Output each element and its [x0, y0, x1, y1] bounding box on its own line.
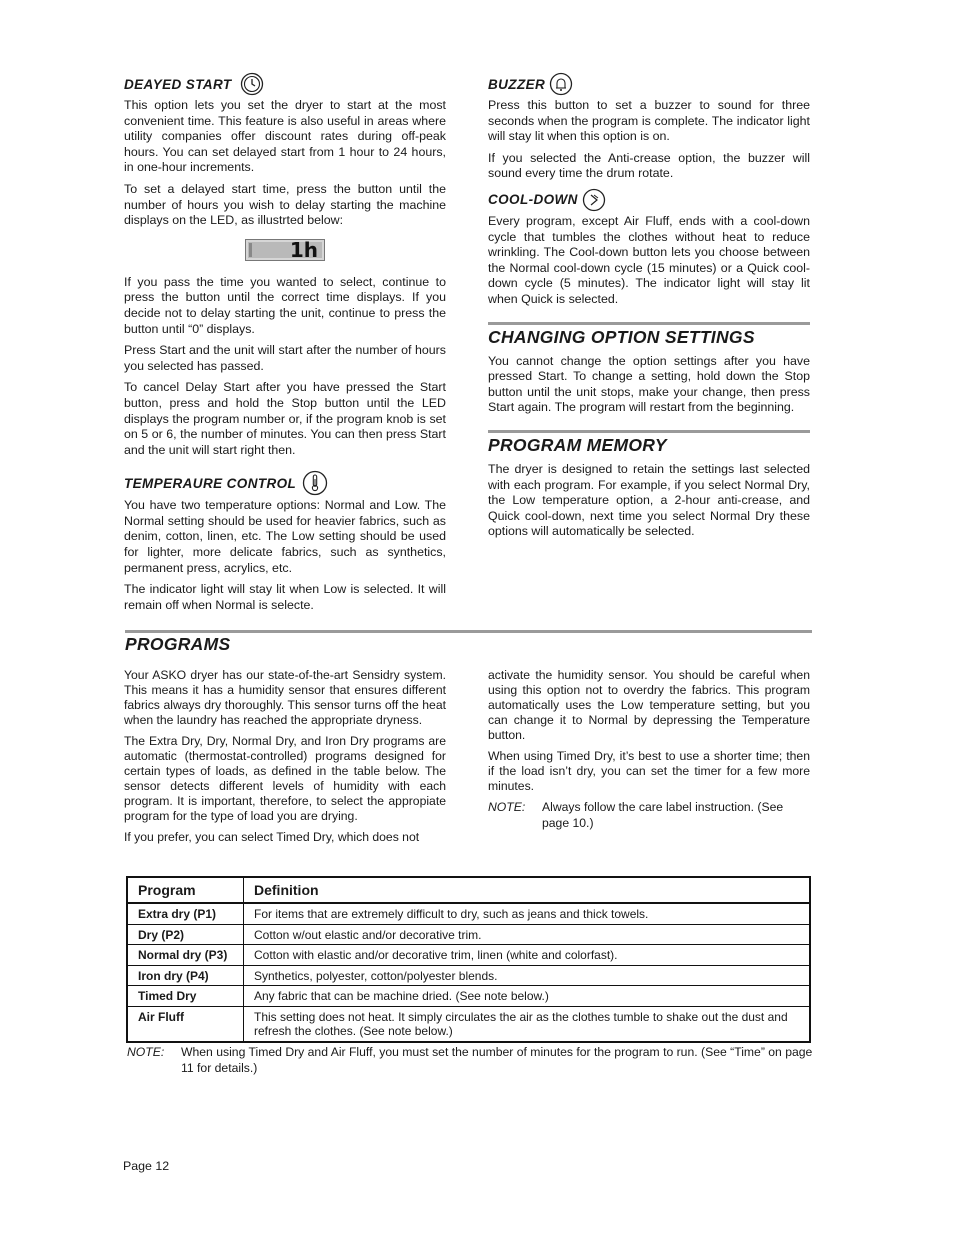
program-definition-table	[126, 876, 811, 1043]
paragraph: activate the humidity sensor. You should be careful when using this option not to overdry the fabrics. This program automatically uses the Low temperature setting, but you can change it to Normal by depressing the Temperature button.	[488, 668, 810, 742]
definition-cell: Synthetics, polyester, cotton/polyester blends.	[244, 965, 811, 986]
table-row	[127, 1006, 810, 1042]
thermometer-icon	[302, 470, 328, 496]
column-header-program: Program	[127, 877, 244, 903]
left-column	[124, 72, 446, 619]
column-header-definition: Definition	[244, 877, 811, 903]
table-note	[127, 1045, 813, 1076]
definition-cell: This setting does not heat. It simply circulates the air as the clothes tumble to shake out the dust and refresh the clothes. (See note below.)	[244, 1006, 811, 1042]
cooldown-title: COOL-DOWN	[488, 192, 578, 208]
changing-settings-section	[488, 322, 810, 416]
note-label: NOTE:	[127, 1045, 165, 1059]
led-display	[124, 239, 446, 261]
delayed-start-title: DEAYED START	[124, 76, 232, 92]
paragraph: Every program, except Air Fluff, ends with a cool-down cycle that tumbles the clothes without heat to reduce wrinkling. The Cool-down button lets you choose between the Normal cool-down cycle (15 minutes) or a Quick cool-down cycle (5 minutes). The indicator light will stay lit when Quick is selected.	[488, 213, 810, 306]
table-row	[127, 986, 810, 1007]
definition-cell: Cotton with elastic and/or decorative trim, linen (white and colorfast).	[244, 945, 811, 966]
programs-right-column	[488, 668, 810, 831]
paragraph: To cancel Delay Start after you have pressed the Start button, press and hold the Stop button until the LED displays the program number or, if the program knob is set on 5 or 6, the number of minutes. You can then press Start and the unit will start right then.	[124, 380, 446, 457]
cooldown-heading	[488, 188, 810, 212]
temperature-title: TEMPERAURE CONTROL	[124, 475, 297, 491]
program-cell: Extra dry (P1)	[127, 903, 244, 924]
page-number: Page 12	[123, 1159, 170, 1173]
paragraph: If you pass the time you wanted to select, continue to press the button until the correct time displays. If you decide not to delay starting the unit, continue to press the button until “0” displays.	[124, 274, 446, 336]
program-cell: Normal dry (P3)	[127, 945, 244, 966]
paragraph: You cannot change the option settings after you have pressed Start. To change a setting, hold down the Stop button until the unit stops, make your change, then press Start again. The program will restart from the beginning.	[488, 353, 810, 415]
note-text: Always follow the care label instruction. (See page 10.)	[542, 800, 784, 830]
paragraph: If you selected the Anti-crease option, the buzzer will sound every time the drum rotate.	[488, 150, 810, 181]
paragraph: This option lets you set the dryer to start at the most convenient time. This feature is also useful in areas where utility companies offer discount rates during off-peak hours. You can set delayed start from 1 hour to 24 hours, in one-hour increments.	[124, 98, 446, 175]
clock-icon	[240, 72, 264, 96]
definition-cell: For items that are extremely difficult to dry, such as jeans and thick towels.	[244, 903, 811, 924]
buzzer-heading	[488, 72, 810, 96]
fan-icon	[582, 188, 606, 212]
paragraph: You have two temperature options: Normal and Low. The Normal setting should be used for heavier fabrics, such as denim, cotton, linen, etc. The Low setting should be used for lighter, more delicate fabrics, such as synthetics, permanent press, acrylics, etc.	[124, 498, 446, 575]
program-cell: Dry (P2)	[127, 924, 244, 945]
paragraph: The indicator light will stay lit when Low is selected. It will remain off when Normal is selecte.	[124, 582, 446, 612]
paragraph: To set a delayed start time, press the button until the number of hours you wish to delay starting the machine displays on the LED, as illustrted below:	[124, 181, 446, 228]
paragraph: When using Timed Dry, it’s best to use a shorter time; then if the load isn’t dry, you can set the timer for a few more minutes.	[488, 749, 810, 793]
table-header-row	[127, 877, 810, 903]
program-cell: Air Fluff	[127, 1006, 244, 1042]
paragraph: Your ASKO dryer has our state-of-the-art Sensidry system. This means it has a humidity sensor that ensures different fabrics always dry thoroughly. This sensor turns off the heat when the laundry has reached the appropriate dryness.	[124, 668, 446, 727]
program-cell: Iron dry (P4)	[127, 965, 244, 986]
programs-left-column	[124, 668, 446, 851]
bell-icon	[549, 72, 573, 96]
paragraph: Press this button to set a buzzer to sound for three seconds when the program is complete. The indicator light will stay lit when this option is on.	[488, 98, 810, 144]
section-title: PROGRAM MEMORY	[488, 434, 667, 455]
paragraph: If you prefer, you can select Timed Dry, which does not	[124, 830, 420, 844]
table-row	[127, 903, 810, 924]
led-value: 1h	[289, 237, 318, 262]
definition-cell: Any fabric that can be machine dried. (See note below.)	[244, 986, 811, 1007]
section-title: CHANGING OPTION SETTINGS	[488, 326, 755, 347]
paragraph: The dryer is designed to retain the settings last selected with each program. For example, if you select Normal Dry, the Low temperature option, a 2-hour anti-crease, and Quick cool-down, next time you select Normal Dry these options will automatically be selected.	[488, 461, 810, 539]
right-column	[488, 72, 810, 546]
table-row	[127, 965, 810, 986]
delayed-start-heading	[124, 72, 446, 96]
definition-cell: Cotton w/out elastic and/or decorative trim.	[244, 924, 811, 945]
paragraph: The Extra Dry, Dry, Normal Dry, and Iron Dry programs are automatic (thermostat-controlled) programs designed for certain types of loads, as defined in the table below. The sensor detects different levels of humidity with each program. It is important, therefore, to select the appropiate program for the type of load you are drying.	[124, 734, 446, 823]
buzzer-title: BUZZER	[488, 76, 546, 92]
temperature-heading	[124, 470, 446, 496]
program-memory-section	[488, 430, 810, 540]
note-text: When using Timed Dry and Air Fluff, you must set the number of minutes for the program to run. (See “Time” on page 11 for details.)	[181, 1045, 813, 1075]
program-cell: Timed Dry	[127, 986, 244, 1007]
table-row	[127, 924, 810, 945]
note-label: NOTE:	[488, 800, 526, 814]
table-row	[127, 945, 810, 966]
programs-title: PROGRAMS	[125, 634, 231, 654]
paragraph: Press Start and the unit will start after the number of hours you selected has passed.	[124, 343, 446, 373]
note	[488, 800, 810, 831]
section-divider	[125, 630, 812, 633]
